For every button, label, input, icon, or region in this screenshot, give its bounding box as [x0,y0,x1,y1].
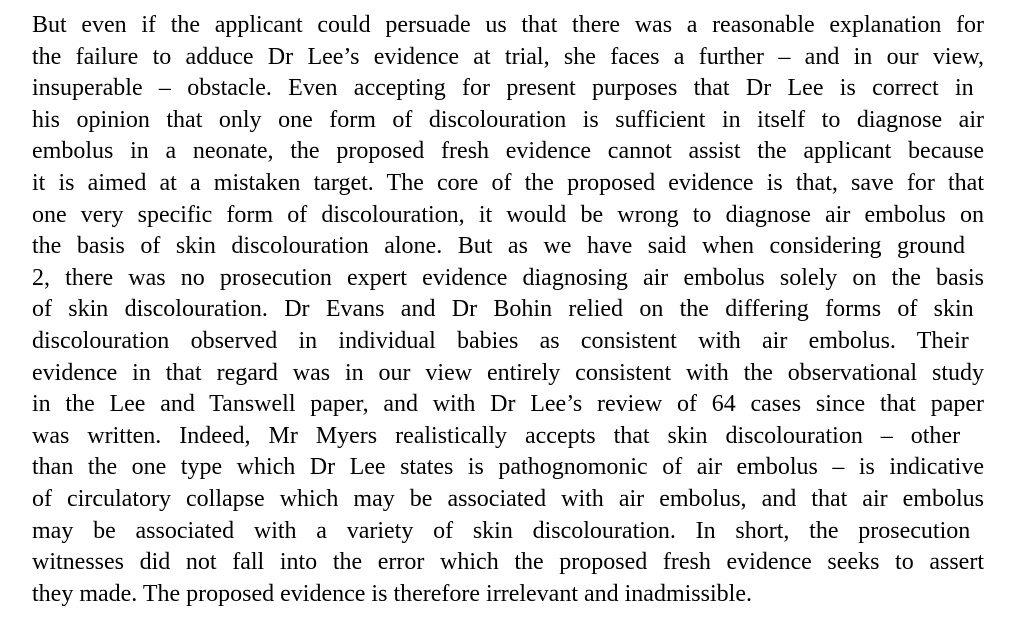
paragraph-line: in the Lee and Tanswell paper, and with Dr Lee’s review of 64 cases since that paper [32,391,984,418]
paragraph-line: may be associated with a variety of skin discolouration. In short, the prosecution [32,517,971,544]
paragraph-line: 2, there was no prosecution expert evidence diagnosing air embolus solely on the basis [32,264,984,291]
paragraph-line: insuperable – obstacle. Even accepting for present purposes that Dr Lee is correct in [32,75,974,102]
paragraph-line: one very specific form of discolouration, it would be wrong to diagnose air embolus on [32,201,984,228]
paragraph-line: discolouration observed in individual babies as consistent with air embolus. Their [32,327,969,354]
paragraph-line: his opinion that only one form of discolouration is sufficient in itself to diagnose air [32,106,984,133]
paragraph-line: they made. The proposed evidence is therefore irrelevant and inadmissible. [32,580,752,607]
judgment-paragraph [32,10,984,610]
paragraph-line: of circulatory collapse which may be associated with air embolus, and that air embolus [32,485,984,512]
paragraph-line: embolus in a neonate, the proposed fresh evidence cannot assist the applicant because [32,138,984,165]
paragraph-line: was written. Indeed, Mr Myers realistically accepts that skin discolouration – other [32,422,961,449]
paragraph-line: evidence in that regard was in our view entirely consistent with the observational study [32,359,984,386]
paragraph-line: the basis of skin discolouration alone. But as we have said when considering ground [32,233,965,260]
paragraph-line: the failure to adduce Dr Lee’s evidence at trial, she faces a further – and in our view, [32,43,984,70]
paragraph-line: it is aimed at a mistaken target. The core of the proposed evidence is that, save for that [32,169,984,196]
paragraph-line: witnesses did not fall into the error which the proposed fresh evidence seeks to assert [32,549,984,576]
paragraph-line: But even if the applicant could persuade us that there was a reasonable explanation for [32,12,984,38]
paragraph-line: of skin discolouration. Dr Evans and Dr Bohin relied on the differing forms of skin [32,296,974,323]
paragraph-line: than the one type which Dr Lee states is pathognomonic of air embolus – is indicative [32,454,984,481]
